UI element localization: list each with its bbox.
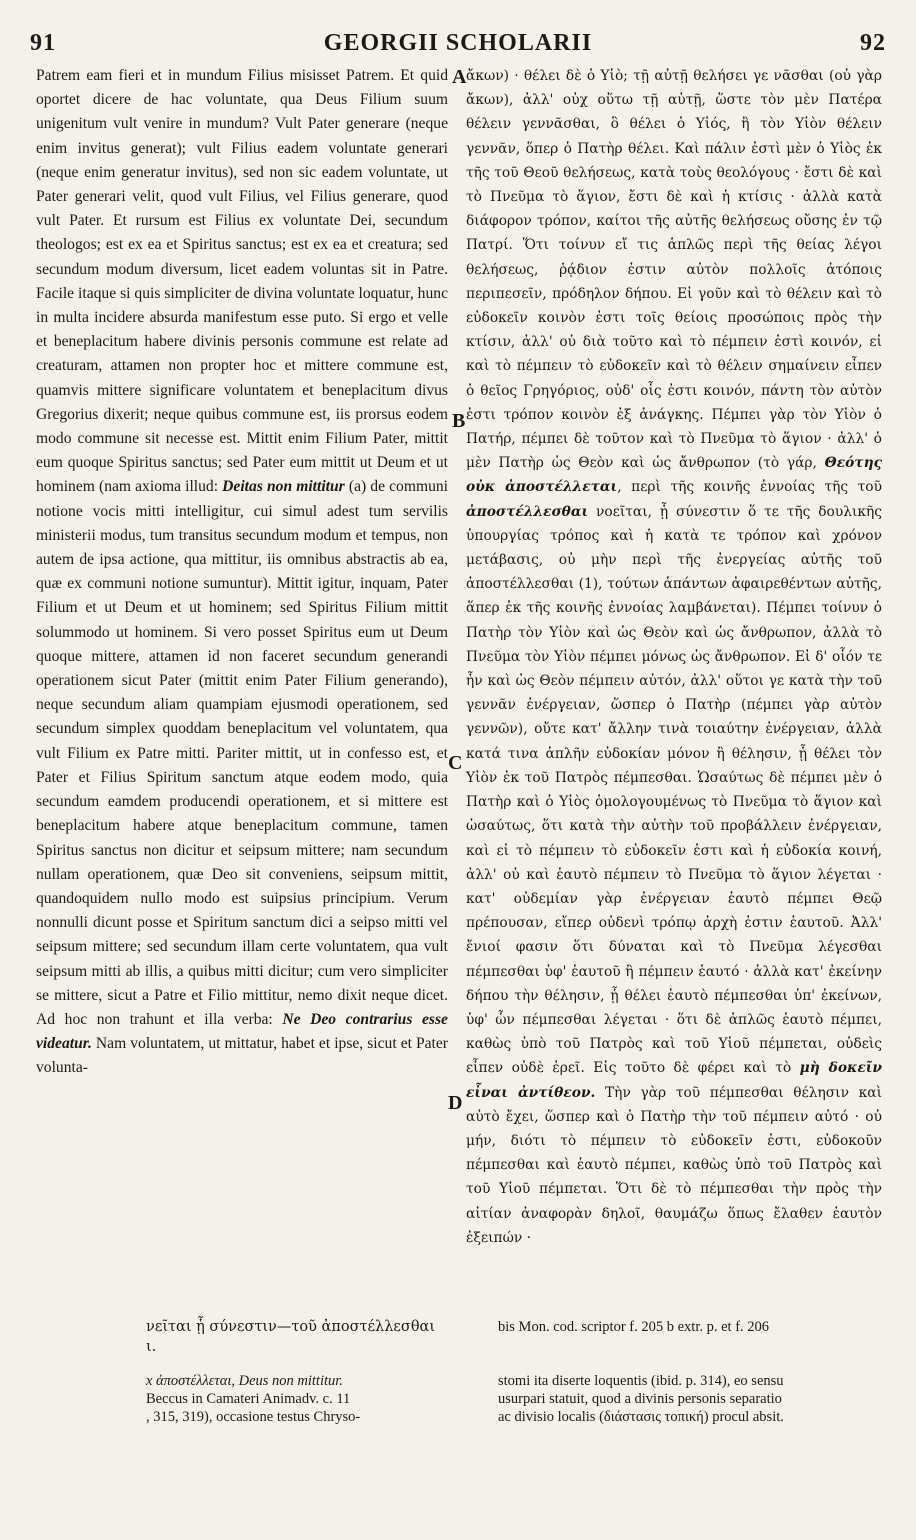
footnote-a-right-line-2: usurpari statuit, quod a divinis personis separatio: [498, 1391, 782, 1407]
footnote-1-greek: νεῖται ᾗ σύνεστιν—τοῦ ἀποστέλλεσθαι: [146, 1319, 436, 1335]
margin-marker-c: C: [448, 752, 463, 774]
greek-text-3: νοεῖται, ᾗ σύνεστιν ὅ τε τῆς δουλικῆς ὑπουργίας τρόπος καὶ ἡ κατὰ τε τρόπον καὶ χρόνον μετάβασις, οὐ μὴν περὶ τῆς ἐνεργείας αὐτῆς τοῦ ἀποστέλλεσθαι (1), τούτων ἁπάντων ἀφαιρεθέντων αὐτῆς, ἅπερ ἐκ τῆς κοινῆς ἐννοίας λαμβάνεται). Πέμπει τοίνυν ὁ Πατὴρ τὸν Υἱὸν καὶ ὡς Θεὸν καὶ ὡς ἄνθρωπον, ἀλλὰ τὸ Πνεῦμα τὸν Υἱὸν πέμπει μόνως ὡς ἄνθρωπον. Εἰ δ' οἷόν τε ἦν καὶ ὡς Θεὸν πέμπειν αὐτόν, ἀλλ' οὕτοι γε κατὰ τὴν τοῦ γεννᾶν ἐνέργειαν, ὥσπερ ὁ Πατὴρ (πέμπει γὰρ αὐτὸν γεννῶν), οὔτε κατ' ἄλλην τινὰ τοιαύτην ἐνέργειαν, ἀλλὰ κατά τινα ἁπλῆν εὐδοκίαν μόνον ἢ θέλησιν, ᾗ θέλει τὸν Υἱὸν ἐκ τοῦ Πατρὸς πέμπεσθαι. Ὡσαύτως δὲ πέμπει μὲν ὁ Πατὴρ καὶ ὁ Υἱὸς ὁμολογουμένως τὸ Πνεῦμα τὸ ἅγιον καὶ ὡσαύτως, ὅτι κατὰ τὴν αὐτὴν τοῦ προβάλλειν ἐνέργειαν, καὶ εἰ τὸ πέμπειν τὸ εὐδοκεῖν ἐστι καὶ ἡ εὐδοκία κοινή, ἀλλ' οὐ καὶ ἑαυτὸ πέμπειν τὸ Πνεῦμα τὸ ἅγιον λέγεται · κατ' οὐδεμίαν γὰρ ἐνέργειαν ἑαυτὸ πέμπει Θεῷ πρέπουσαν, εἴπερ οὐδενὶ τρόπῳ ἀρχὴ ἐστιν ἑαυτοῦ. Ἀλλ' ἔνιοί φασιν ὅτι δύναται καὶ τὸ Πνεῦμα λέγεσθαι πέμπεσθαι ὑφ' ἑαυτοῦ ἢ πέμπειν ἑαυτό · ἀλλὰ κατ' ἐκείνην δήπου τὴν θέλησιν, ᾗ θέλει ἑαυτὸ πέμπεσθαι ὑπ' ἐκείνων, ὑφ' ὧν πέμπεσθαι λέγεται · ὅτι δὲ ἁπλῶς ἑαυτὸ πέμπει, καθὼς ὑπὸ τοῦ Πατρὸς καὶ τοῦ Υἱοῦ πέμπεται, οὐδεὶς εἶπεν οὐδὲ ἐρεῖ. Εἰς τοῦτο δὲ φέρει καὶ τὸ: [466, 503, 882, 1077]
page-number-right: 92: [860, 30, 886, 56]
margin-marker-b: B: [452, 410, 466, 432]
footnote-a-right-line-1: stomi ita diserte loquentis (ibid. p. 314), eo sensu: [498, 1373, 784, 1389]
greek-text-1: ἄκων) · θέλει δὲ ὁ Υἱὸ; τῇ αὐτῇ θελήσει γε νᾶσθαι (οὐ γὰρ ἄκων), ἀλλ' οὐχ οὕτω τῇ αὐτῇ, ὥστε τὸν μὲν Πατέρα θέλειν γεννᾶσθαι, ὃ θέλει ὁ Υἱός, ἢ τὸν Υἱὸν θέλειν γεννᾶν, ὅπερ ὁ Πατὴρ θέλει. Καὶ πάλιν ἐστὶ μὲν ὁ Υἱὸς ἐκ τῆς τοῦ Θεοῦ θελήσεως, κατὰ τοὺς θεολόγους · ἔστι δὲ καὶ τὸ Πνεῦμα τὸ ἅγιον, ἔστι δὲ καὶ ἡ κτίσις · ἀλλὰ κατὰ διάφορον τρόπον, καίτοι τῆς αὐτῆς θελήσεως οὔσης ἐν τῷ Πατρί. Ὅτι τοίνυν εἴ τις ἁπλῶς περὶ τῆς θείας λέγοι θελήσεως, ῥᾴδιον ἐστιν αὐτὸν πολλοῖς ἀτόποις περιπεσεῖν, πρόδηλον δήπου. Εἰ γοῦν καὶ τὸ θέλειν καὶ τὸ εὐδοκεῖν κοινὸν ἐστι τοῖς θείοις προσώποις πρὸς τὴν κτίσιν, ἀλλ' οὐ διὰ τοῦτο καὶ τὸ πέμπειν ἐστὶ κοινόν, εἰ καὶ τὸ πέμπειν τὸ εὐδοκεῖν καὶ τὸ θέλειν σημαίνειν εἶπεν ὁ θεῖος Γρηγόριος, οὐδ' οἷς ἐστι κοινόν, πάντη τὸν αὐτὸν ἐστι τρόπον κοινὸν ἐξ ἀνάγκης. Πέμπει γὰρ τὸν Υἱὸν ὁ Πατήρ, πέμπει δὲ τοῦτον καὶ τὸ Πνεῦμα τὸ ἅγιον · ἀλλ' ὁ μὲν Πατὴρ ὡς Θεὸν καὶ ὡς ἄνθρωπον (τὸ γάρ,: [466, 68, 882, 472]
latin-column: [36, 64, 448, 1081]
margin-marker-a: A: [452, 66, 467, 88]
greek-italic-quote-3: μὴ δοκεῖν εἶναι ἀντίθεον.: [466, 1060, 882, 1101]
margin-marker-d: D: [448, 1092, 463, 1114]
footnote-a-left-line-2: Beccus in Camateri Animadv. c. 11: [146, 1391, 351, 1407]
latin-text-1: Patrem eam fieri et in mundum Filius misisset Patrem. Et quid oportet dicere de hac voluntate, qua Deus Filium suum unigenitum vult venire in mundum? Vult Pater generare (neque enim invitus generat); vult Filius eadem voluntate generari (neque enim generatur invitus), sed non sic eadem voluntate, ut Pater generari velit, quod vult Filius, vel Filius generare, quod vult Pater. Et rursum est Filius ex voluntate Dei, secundum theologos; est ex ea et Spiritus sanctus; est ex ea et creatura; sed secundum modum diversum, licet eadem voluntas sit in Patre. Facile itaque si quis simpliciter de divina voluntate loquatur, hunc in multa incidere absurda manifestum esse puto. Si ergo et velle et beneplacitum habere divinis personis commune est relate ad creaturam, attamen non propter hoc et mittere commune est, quamvis mittere significare voluntatem et beneplacitum divus Gregorius dixerit; neque quibus commune est, iis prorsus eodem modo commune sit necesse est. Mittit enim Filium Pater, mittit eum quoque Spiritus sanctus; sed Pater eum mittit ut Deum et ut hominem (nam axioma illud:: [36, 67, 448, 496]
latin-text-3: Nam voluntatem, ut mittatur, habet et ipse, sicut et Pater volunta-: [36, 1035, 449, 1077]
greek-italic-quote-1: Θεότης οὐκ ἀποστέλλεται: [466, 455, 882, 496]
latin-paragraph: [36, 64, 448, 1081]
footnote-a-right-line-3: ac divisio localis (διάστασις τοπική) procul absit.: [498, 1409, 784, 1425]
running-title: GEORGII SCHOLARII: [323, 30, 593, 56]
latin-text-2: (a) de communi notione vocis mitti intelligitur, cui simul adest tum servilis ministerii modus, tum transitus secundum modum et tempus, non autem de ipsa actione, qua mittitur, iis omnibus abstractis ab ea, quæ ex communi notione sumuntur). Mittit igitur, inquam, Pater Filium et ut Deum et ut hominem; sed Spiritus Filium mittit solummodo ut hominem. Si vero posset Spiritus eum ut Deum quoque mittere, attamen id non faceret secundum generandi operationem sicut Pater (mittit enim Pater Filium generando), neque secundum aliam quampiam ejusmodi operationem, sed secundum simplex quoddam beneplacitum vel voluntatem, qua vult Filium ex Patre mitti. Pariter mittit, ut in confesso est, et Pater et Filius Spiritum sanctum atque eodem modo, quia secundum eamdem producendi operationem, et si mittere est beneplacitum habere atque beneplacitum commune, tamen Spiritus sanctus non dicitur et seipsum mittere; nam secundum nullam operationem, quæ Deo sit conveniens, seipsum mittit, quandoquidem nullo modo est suipsius principium. Verum nonnulli dicunt posse et Spiritum sanctum dici a seipso mitti vel seipsum mittere; sed secundum illam certe voluntatem, qua vult seipsum mitti ab illis, a quibus mitti dicitur; cum vero simpliciter se mittere, sicut a Patre et Filio mittitur, nemo dixit neque dicet. Ad hoc non trahunt et illa verba:: [36, 478, 448, 1028]
greek-column: [466, 64, 882, 1250]
footnotes: [30, 1318, 886, 1426]
footnote-a-left-line-3: , 315, 319), occasione testus Chryso-: [146, 1409, 361, 1425]
page-header: [30, 30, 886, 60]
greek-text-2: , περὶ τῆς κοινῆς ἐννοίας τῆς τοῦ: [617, 479, 882, 496]
page-number-left: 91: [30, 30, 56, 56]
footnote-1-greek-cont: ι.: [146, 1339, 157, 1355]
greek-paragraph: [466, 64, 882, 1250]
footnote-a-left-line-1: x ἀποστέλλεται, Deus non mittitur.: [146, 1373, 343, 1389]
greek-text-4: Τὴν γὰρ τοῦ πέμπεσθαι θέλησιν καὶ αὐτὸ ἔχει, ὥσπερ καὶ ὁ Πατὴρ τὴν τοῦ πέμπειν αὐτό · οὐ μήν, διότι τὸ πέμπειν τὸ εὐδοκεῖν ἐστι, εὐδοκοῦν πέμπεσθαι καὶ ἑαυτὸ πέμπει, καθὼς ὑπὸ τοῦ Πατρὸς καὶ τοῦ Υἱοῦ πέμπεται. Ὅτι δὲ τὸ πέμπεσθαι τὴν πρὸς τὴν αἰτίαν ἀναφορὰν δηλοῖ, θαυμάζω ὅπως ἔλαθεν ἑαυτὸν ἐξειπών ·: [466, 1084, 882, 1246]
greek-italic-quote-2: ἀποστέλλεσθαι: [466, 503, 589, 520]
latin-italic-quote-2: Ne Deo contrarius esse videatur.: [36, 1010, 448, 1053]
footnote-1-latin: bis Mon. cod. scriptor f. 205 b extr. p. et f. 206: [498, 1319, 770, 1335]
latin-italic-quote-1: Deitas non mittitur: [222, 478, 345, 496]
